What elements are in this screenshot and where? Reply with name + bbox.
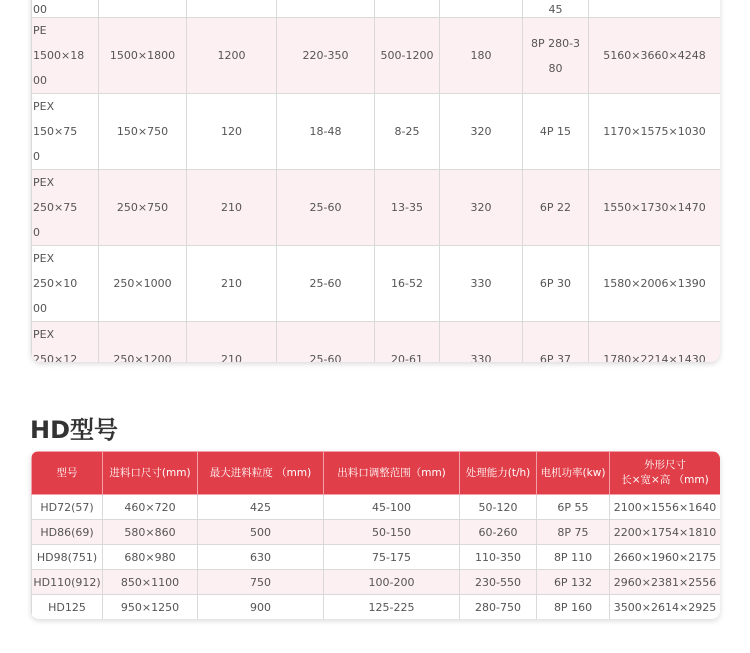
- table-cell: 210: [187, 170, 277, 246]
- table-cell: 25-60: [277, 322, 375, 363]
- table-cell: 320: [440, 170, 523, 246]
- table-cell: 250×1000: [99, 246, 187, 322]
- model-cell: PE 1500×18 00: [32, 18, 99, 94]
- table-cell: 6P 55: [537, 495, 610, 520]
- table-cell: 20-61: [375, 322, 440, 363]
- column-header: 进料口尺寸(mm): [103, 452, 198, 495]
- dims-cell: 1780×2214×1430: [589, 322, 721, 363]
- table-cell: 00: [32, 0, 99, 18]
- table-cell: 50-120: [460, 495, 537, 520]
- table-cell: 45: [523, 0, 589, 18]
- model-cell: PEX 250×12: [32, 322, 99, 363]
- table-cell: 580×860: [103, 520, 198, 545]
- dims-cell: 1170×1575×1030: [589, 94, 721, 170]
- table-cell: 630: [198, 545, 324, 570]
- hd-spec-table: [31, 451, 720, 619]
- table-cell: 8P 160: [537, 595, 610, 620]
- table-row: [32, 495, 721, 520]
- column-header: 处理能力(t/h): [460, 452, 537, 495]
- table-cell: 210: [187, 322, 277, 363]
- pe-spec-table-card: [31, 0, 720, 362]
- table-cell: HD86(69): [32, 520, 103, 545]
- dims-cell: 1580×2006×1390: [589, 246, 721, 322]
- table-cell: 500: [198, 520, 324, 545]
- table-cell: 110-350: [460, 545, 537, 570]
- table-cell: 75-175: [324, 545, 460, 570]
- table-row: [32, 0, 721, 18]
- table-cell: 8-25: [375, 94, 440, 170]
- hd-spec-table-card: [31, 451, 720, 619]
- column-header: 型号: [32, 452, 103, 495]
- table-row: [32, 545, 721, 570]
- table-cell: 250×1200: [99, 322, 187, 363]
- table-cell: 330: [440, 322, 523, 363]
- table-cell: 2200×1754×1810: [610, 520, 721, 545]
- pe-spec-table: [31, 0, 720, 362]
- table-cell: 125-225: [324, 595, 460, 620]
- table-cell: HD110(912): [32, 570, 103, 595]
- table-cell: 25-60: [277, 246, 375, 322]
- table-cell: 220-350: [277, 18, 375, 94]
- dims-cell: 5160×3660×4248: [589, 18, 721, 94]
- power-cell: 8P 280-3 80: [523, 18, 589, 94]
- table-cell: [375, 0, 440, 18]
- power-cell: 6P 30: [523, 246, 589, 322]
- table-cell: [99, 0, 187, 18]
- table-cell: 50-150: [324, 520, 460, 545]
- table-cell: 2660×1960×2175: [610, 545, 721, 570]
- table-row: [32, 570, 721, 595]
- table-cell: [440, 0, 523, 18]
- table-cell: 2100×1556×1640: [610, 495, 721, 520]
- table-cell: 8P 75: [537, 520, 610, 545]
- table-cell: 45-100: [324, 495, 460, 520]
- table-cell: 280-750: [460, 595, 537, 620]
- power-cell: 4P 15: [523, 94, 589, 170]
- column-header: 外形尺寸 长×宽×高 （mm): [610, 452, 721, 495]
- model-cell: PEX 250×75 0: [32, 170, 99, 246]
- model-cell: PEX 150×75 0: [32, 94, 99, 170]
- table-row: [32, 18, 721, 94]
- table-cell: 850×1100: [103, 570, 198, 595]
- table-cell: 1200: [187, 18, 277, 94]
- table-cell: 2960×2381×2556: [610, 570, 721, 595]
- table-row: [32, 246, 721, 322]
- model-cell: PEX 250×10 00: [32, 246, 99, 322]
- table-cell: 330: [440, 246, 523, 322]
- table-cell: 180: [440, 18, 523, 94]
- table-cell: 320: [440, 94, 523, 170]
- table-cell: 680×980: [103, 545, 198, 570]
- table-row: [32, 520, 721, 545]
- table-cell: 230-550: [460, 570, 537, 595]
- table-cell: [187, 0, 277, 18]
- table-cell: 900: [198, 595, 324, 620]
- table-row: [32, 595, 721, 620]
- table-cell: 425: [198, 495, 324, 520]
- column-header: 电机功率(kw): [537, 452, 610, 495]
- column-header: 出料口调整范围（mm): [324, 452, 460, 495]
- table-row: [32, 94, 721, 170]
- dims-cell: 1550×1730×1470: [589, 170, 721, 246]
- table-cell: 250×750: [99, 170, 187, 246]
- table-row: [32, 170, 721, 246]
- table-cell: 3500×2614×2925: [610, 595, 721, 620]
- power-cell: 6P 22: [523, 170, 589, 246]
- table-cell: 18-48: [277, 94, 375, 170]
- table-cell: 120: [187, 94, 277, 170]
- table-cell: 6P 132: [537, 570, 610, 595]
- table-row: [32, 322, 721, 363]
- table-cell: 500-1200: [375, 18, 440, 94]
- table-cell: 1500×1800: [99, 18, 187, 94]
- table-cell: 150×750: [99, 94, 187, 170]
- table-cell: [589, 0, 721, 18]
- table-cell: 950×1250: [103, 595, 198, 620]
- table-cell: 13-35: [375, 170, 440, 246]
- table-cell: 8P 110: [537, 545, 610, 570]
- table-cell: 16-52: [375, 246, 440, 322]
- table-cell: HD125: [32, 595, 103, 620]
- column-header: 最大进料粒度 （mm): [198, 452, 324, 495]
- table-header-row: [32, 452, 721, 495]
- table-cell: 60-260: [460, 520, 537, 545]
- table-cell: 210: [187, 246, 277, 322]
- power-cell: 6P 37: [523, 322, 589, 363]
- table-cell: 100-200: [324, 570, 460, 595]
- table-cell: 460×720: [103, 495, 198, 520]
- table-cell: [277, 0, 375, 18]
- section-title: HD型号: [30, 416, 119, 444]
- table-cell: 25-60: [277, 170, 375, 246]
- table-cell: HD98(751): [32, 545, 103, 570]
- table-cell: 750: [198, 570, 324, 595]
- table-cell: HD72(57): [32, 495, 103, 520]
